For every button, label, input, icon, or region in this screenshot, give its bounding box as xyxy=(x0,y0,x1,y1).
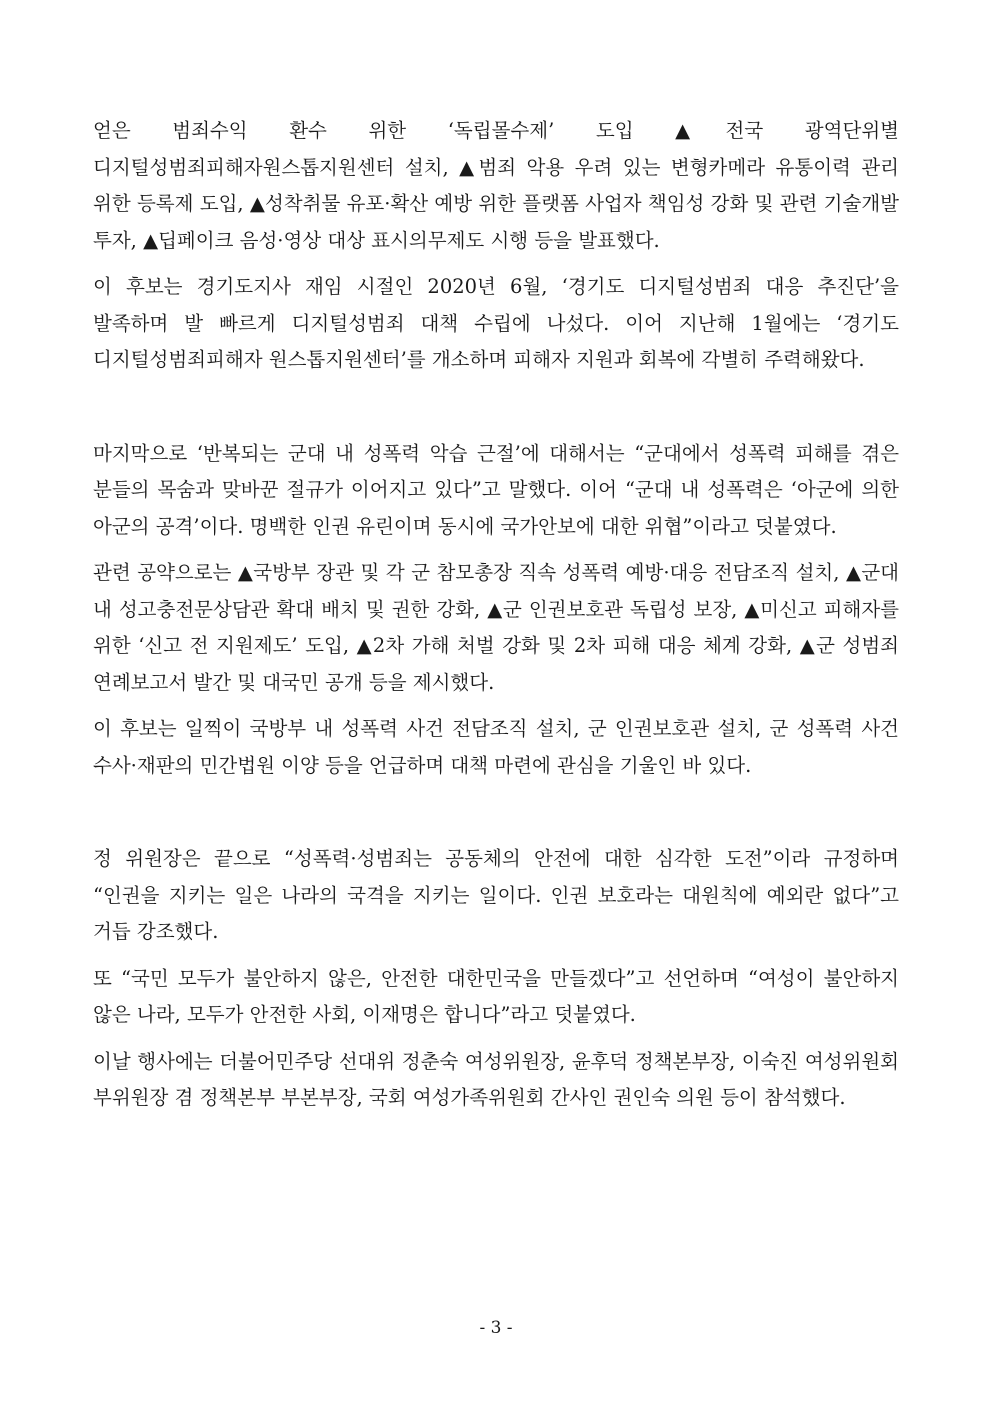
paragraph-military-record: 이 후보는 일찍이 국방부 내 성폭력 사건 전담조직 설치, 군 인권보호관 설치, 군 성폭력 사건 수사·재판의 민간법원 이양 등을 언급하며 대책 마련에 관심을 기울인 바 있다. xyxy=(93,717,899,777)
section-closing xyxy=(93,841,899,1117)
page-number: - 3 - xyxy=(479,1318,513,1338)
section-military-violence xyxy=(93,436,899,785)
paragraph-declaration: 또 “국민 모두가 불안하지 않은, 안전한 대한민국을 만들겠다”고 선언하며 “여성이 불안하지 않은 나라, 모두가 안전한 사회, 이재명은 합니다”라고 덧붙였다. xyxy=(93,966,899,1026)
document-body xyxy=(93,113,899,1127)
paragraph-military-statement: 마지막으로 ‘반복되는 군대 내 성폭력 악습 근절’에 대해서는 “군대에서 성폭력 피해를 겪은 분들의 목숨과 맞바꾼 절규가 이어지고 있다”고 말했다. 이어 “군대 내 성폭력은 ‘아군에 의한 아군의 공격’이다. 명백한 인권 유린이며 동시에 국가안보에 대한 위협”이라고 덧붙였다. xyxy=(93,441,899,538)
paragraph-digital-crime-pledges: 얻은 범죄수익 환수 위한 ‘독립몰수제’ 도입 ▲전국 광역단위별 디지털성범죄피해자원스톱지원센터 설치, ▲범죄 악용 우려 있는 변형카메라 유통이력 관리 위한 등록제 도입, ▲성착취물 유포·확산 예방 위한 플랫폼 사업자 책임성 강화 및 관련 기술개발 투자, ▲딥페이크 음성·영상 대상 표시의무제도 시행 등을 발표했다. xyxy=(93,119,899,252)
paragraph-attendees: 이날 행사에는 더불어민주당 선대위 정춘숙 여성위원장, 윤후덕 정책본부장, 이숙진 여성위원회 부위원장 겸 정책본부 부본부장, 국회 여성가족위원회 간사인 권인숙 의원 등이 참석했다. xyxy=(93,1049,899,1109)
paragraph-gyeonggi-record: 이 후보는 경기도지사 재임 시절인 2020년 6월, ‘경기도 디지털성범죄 대응 추진단’을 발족하며 발 빠르게 디지털성범죄 대책 수립에 나섰다. 이어 지난해 1월에는 ‘경기도 디지털성범죄피해자 원스톱지원센터’를 개소하며 피해자 지원과 회복에 각별히 주력해왔다. xyxy=(93,275,899,371)
section-spacer xyxy=(93,794,899,841)
paragraph-closing-remarks: 정 위원장은 끝으로 “성폭력·성범죄는 공동체의 안전에 대한 심각한 도전”이라 규정하며 “인권을 지키는 일은 나라의 국격을 지키는 일이다. 인권 보호라는 대원칙에 예외란 없다”고 거듭 강조했다. xyxy=(93,847,899,943)
paragraph-military-pledges: 관련 공약으로는 ▲국방부 장관 및 각 군 참모총장 직속 성폭력 예방·대응 전담조직 설치, ▲군대 내 성고충전문상담관 확대 배치 및 권한 강화, ▲군 인권보호관 독립성 보장, ▲미신고 피해자를 위한 ‘신고 전 지원제도’ 도입, ▲2차 가해 처벌 강화 및 2차 피해 대응 체계 강화, ▲군 성범죄 연례보고서 발간 및 대국민 공개 등을 제시했다. xyxy=(93,561,899,694)
section-spacer xyxy=(93,389,899,436)
section-digital-crime xyxy=(93,113,899,379)
